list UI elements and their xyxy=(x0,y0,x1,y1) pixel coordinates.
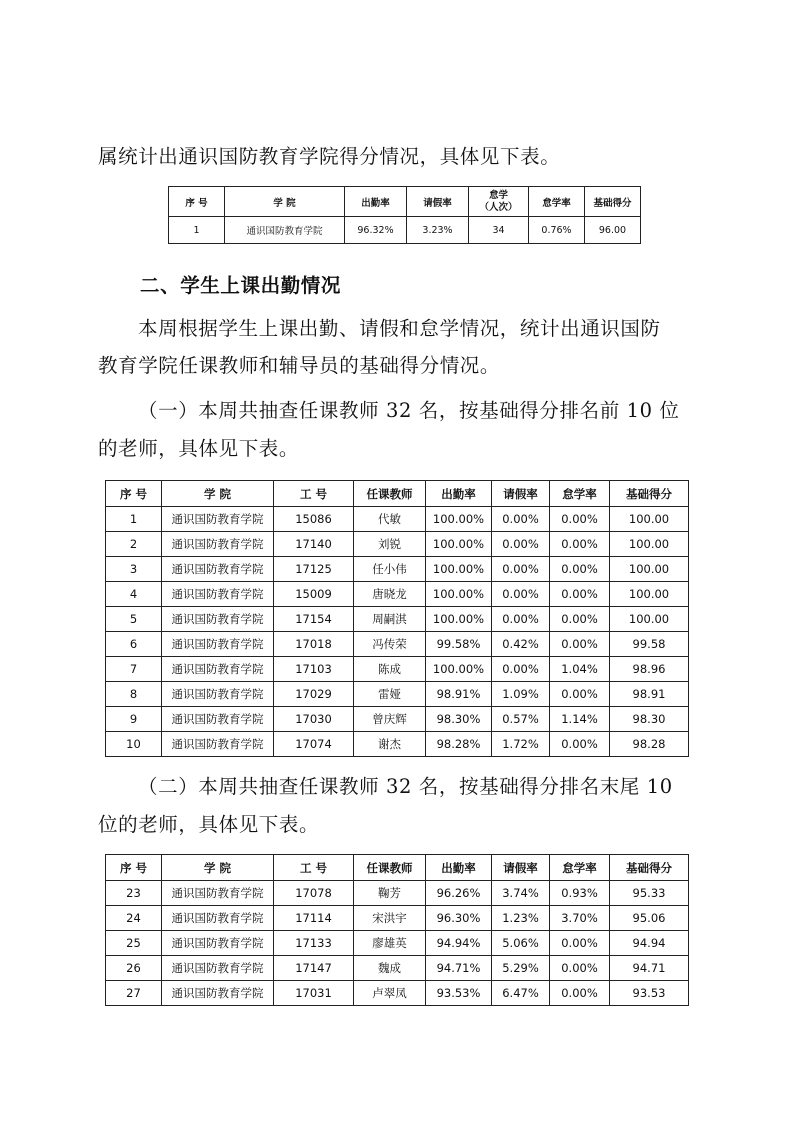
cell-index: 1 xyxy=(106,507,162,532)
cell-employee-id: 17018 xyxy=(274,632,354,657)
table-row xyxy=(106,582,689,607)
cell-attendance: 100.00% xyxy=(426,507,492,532)
cell-leave: 1.72% xyxy=(492,732,550,757)
col-header-base-score: 基础得分 xyxy=(610,481,689,507)
cell-leave: 0.57% xyxy=(492,707,550,732)
cell-truancy-rate: 0.00% xyxy=(550,582,610,607)
col-header-base-score: 基础得分 xyxy=(610,855,689,881)
cell-employee-id: 17074 xyxy=(274,732,354,757)
cell-truancy-rate: 0.00% xyxy=(550,607,610,632)
cell-employee-id: 17133 xyxy=(274,931,354,956)
cell-base-score: 93.53 xyxy=(610,981,689,1006)
cell-base-score: 99.58 xyxy=(610,632,689,657)
cell-leave: 0.42% xyxy=(492,632,550,657)
cell-base-score: 98.91 xyxy=(610,682,689,707)
cell-employee-id: 17030 xyxy=(274,707,354,732)
cell-attendance: 98.91% xyxy=(426,682,492,707)
cell-teacher: 陈成 xyxy=(354,657,426,682)
col-header-college: 学 院 xyxy=(162,481,274,507)
cell-college: 通识国防教育学院 xyxy=(162,732,274,757)
table-row xyxy=(106,732,689,757)
cell-index: 23 xyxy=(106,881,162,906)
cell-employee-id: 17154 xyxy=(274,607,354,632)
cell-index: 1 xyxy=(169,217,225,244)
cell-teacher: 冯传荣 xyxy=(354,632,426,657)
col-header-teacher: 任课教师 xyxy=(354,855,426,881)
intro-text: 属统计出通识国防教育学院得分情况，具体见下表。 xyxy=(98,145,561,168)
cell-truancy-rate: 0.00% xyxy=(550,557,610,582)
cell-index: 4 xyxy=(106,582,162,607)
cell-attendance: 98.30% xyxy=(426,707,492,732)
cell-truancy-rate: 0.00% xyxy=(550,956,610,981)
cell-attendance: 96.30% xyxy=(426,906,492,931)
cell-college: 通识国防教育学院 xyxy=(162,707,274,732)
cell-truancy-rate: 0.76% xyxy=(529,217,585,244)
cell-college: 通识国防教育学院 xyxy=(162,632,274,657)
section2-heading: 二、学生上课出勤情况 xyxy=(140,274,342,297)
table-header-row xyxy=(169,187,641,217)
cell-base-score: 95.33 xyxy=(610,881,689,906)
cell-attendance: 93.53% xyxy=(426,981,492,1006)
cell-attendance: 100.00% xyxy=(426,607,492,632)
cell-base-score: 100.00 xyxy=(610,507,689,532)
sub2-line1: （二）本周共抽查任课教师 32 名，按基础得分排名末尾 10 xyxy=(138,775,673,798)
cell-base-score: 98.30 xyxy=(610,707,689,732)
cell-index: 9 xyxy=(106,707,162,732)
cell-teacher: 任小伟 xyxy=(354,557,426,582)
cell-college: 通识国防教育学院 xyxy=(162,931,274,956)
cell-truancy-rate: 0.00% xyxy=(550,732,610,757)
cell-base-score: 100.00 xyxy=(610,532,689,557)
cell-leave: 6.47% xyxy=(492,981,550,1006)
cell-attendance: 96.26% xyxy=(426,881,492,906)
cell-index: 27 xyxy=(106,981,162,1006)
cell-index: 8 xyxy=(106,682,162,707)
table-row xyxy=(106,881,689,906)
col-header-truancy-count: 怠学 （人次） xyxy=(469,187,529,217)
col-header-truancy-rate: 怠学率 xyxy=(550,855,610,881)
col-header-attendance: 出勤率 xyxy=(426,481,492,507)
section2-line2: 教育学院任课教师和辅导员的基础得分情况。 xyxy=(98,354,501,377)
col-header-attendance: 出勤率 xyxy=(345,187,407,217)
table-row xyxy=(169,217,641,244)
sub1-line1: （一）本周共抽查任课教师 32 名，按基础得分排名前 10 位 xyxy=(138,399,680,422)
cell-employee-id: 17103 xyxy=(274,657,354,682)
cell-base-score: 100.00 xyxy=(610,607,689,632)
cell-college: 通识国防教育学院 xyxy=(162,682,274,707)
cell-base-score: 96.00 xyxy=(585,217,641,244)
cell-teacher: 卢翠凤 xyxy=(354,981,426,1006)
college-score-table xyxy=(168,186,641,244)
sub1-line2: 的老师，具体见下表。 xyxy=(98,437,300,460)
col-header-college: 学 院 xyxy=(162,855,274,881)
cell-employee-id: 17078 xyxy=(274,881,354,906)
cell-truancy-rate: 0.00% xyxy=(550,532,610,557)
cell-leave: 1.23% xyxy=(492,906,550,931)
table-row xyxy=(106,557,689,582)
cell-college: 通识国防教育学院 xyxy=(162,507,274,532)
cell-teacher: 代敏 xyxy=(354,507,426,532)
cell-attendance: 96.32% xyxy=(345,217,407,244)
cell-truancy-rate: 0.00% xyxy=(550,682,610,707)
cell-attendance: 98.28% xyxy=(426,732,492,757)
cell-leave: 0.00% xyxy=(492,557,550,582)
cell-index: 6 xyxy=(106,632,162,657)
cell-truancy-rate: 1.14% xyxy=(550,707,610,732)
cell-truancy-rate: 3.70% xyxy=(550,906,610,931)
cell-teacher: 曾庆辉 xyxy=(354,707,426,732)
col-header-index: 序 号 xyxy=(106,855,162,881)
cell-employee-id: 17147 xyxy=(274,956,354,981)
cell-leave: 0.00% xyxy=(492,582,550,607)
cell-leave: 0.00% xyxy=(492,507,550,532)
col-header-base-score: 基础得分 xyxy=(585,187,641,217)
table-row xyxy=(106,931,689,956)
cell-leave: 3.74% xyxy=(492,881,550,906)
cell-index: 24 xyxy=(106,906,162,931)
cell-truancy-rate: 1.04% xyxy=(550,657,610,682)
table-header-row xyxy=(106,481,689,507)
cell-teacher: 唐晓龙 xyxy=(354,582,426,607)
table-row xyxy=(106,682,689,707)
cell-college: 通识国防教育学院 xyxy=(162,582,274,607)
cell-base-score: 94.94 xyxy=(610,931,689,956)
cell-college: 通识国防教育学院 xyxy=(162,906,274,931)
col-header-leave: 请假率 xyxy=(407,187,469,217)
cell-index: 2 xyxy=(106,532,162,557)
cell-college: 通识国防教育学院 xyxy=(162,981,274,1006)
cell-base-score: 95.06 xyxy=(610,906,689,931)
cell-college: 通识国防教育学院 xyxy=(162,657,274,682)
cell-base-score: 94.71 xyxy=(610,956,689,981)
table-row xyxy=(106,707,689,732)
cell-teacher: 鞠芳 xyxy=(354,881,426,906)
cell-teacher: 谢杰 xyxy=(354,732,426,757)
col-header-index: 序 号 xyxy=(169,187,225,217)
cell-attendance: 100.00% xyxy=(426,582,492,607)
cell-base-score: 98.28 xyxy=(610,732,689,757)
cell-leave: 0.00% xyxy=(492,657,550,682)
cell-teacher: 宋洪宇 xyxy=(354,906,426,931)
cell-leave: 1.09% xyxy=(492,682,550,707)
cell-employee-id: 17029 xyxy=(274,682,354,707)
col-header-truancy-rate: 怠学率 xyxy=(529,187,585,217)
bottom-teachers-table xyxy=(105,854,689,1006)
cell-attendance: 100.00% xyxy=(426,657,492,682)
cell-leave: 0.00% xyxy=(492,607,550,632)
table-row xyxy=(106,607,689,632)
table-row xyxy=(106,657,689,682)
col-header-truancy-rate: 怠学率 xyxy=(550,481,610,507)
cell-leave: 5.06% xyxy=(492,931,550,956)
cell-teacher: 周嗣淇 xyxy=(354,607,426,632)
cell-truancy-count: 34 xyxy=(469,217,529,244)
cell-college: 通识国防教育学院 xyxy=(162,532,274,557)
cell-college: 通识国防教育学院 xyxy=(162,557,274,582)
table-row xyxy=(106,632,689,657)
cell-employee-id: 17125 xyxy=(274,557,354,582)
cell-truancy-rate: 0.00% xyxy=(550,632,610,657)
col-header-employee-id: 工 号 xyxy=(274,855,354,881)
sub2-line2: 位的老师，具体见下表。 xyxy=(98,813,320,836)
col-header-teacher: 任课教师 xyxy=(354,481,426,507)
cell-base-score: 100.00 xyxy=(610,557,689,582)
cell-attendance: 99.58% xyxy=(426,632,492,657)
col-header-employee-id: 工 号 xyxy=(274,481,354,507)
cell-truancy-rate: 0.00% xyxy=(550,507,610,532)
cell-college: 通识国防教育学院 xyxy=(162,607,274,632)
cell-index: 7 xyxy=(106,657,162,682)
cell-college: 通识国防教育学院 xyxy=(162,881,274,906)
cell-teacher: 刘锐 xyxy=(354,532,426,557)
top10-teachers-table xyxy=(105,480,689,757)
cell-employee-id: 17140 xyxy=(274,532,354,557)
cell-college: 通识国防教育学院 xyxy=(225,217,345,244)
cell-index: 10 xyxy=(106,732,162,757)
cell-college: 通识国防教育学院 xyxy=(162,956,274,981)
table-header-row xyxy=(106,855,689,881)
table-row xyxy=(106,906,689,931)
cell-employee-id: 17114 xyxy=(274,906,354,931)
cell-index: 25 xyxy=(106,931,162,956)
cell-index: 3 xyxy=(106,557,162,582)
table-row xyxy=(106,507,689,532)
cell-attendance: 100.00% xyxy=(426,532,492,557)
cell-leave: 3.23% xyxy=(407,217,469,244)
cell-employee-id: 17031 xyxy=(274,981,354,1006)
table-row xyxy=(106,532,689,557)
cell-attendance: 100.00% xyxy=(426,557,492,582)
cell-index: 26 xyxy=(106,956,162,981)
cell-leave: 5.29% xyxy=(492,956,550,981)
cell-teacher: 雷娅 xyxy=(354,682,426,707)
cell-truancy-rate: 0.00% xyxy=(550,981,610,1006)
cell-employee-id: 15086 xyxy=(274,507,354,532)
cell-teacher: 廖雄英 xyxy=(354,931,426,956)
col-header-leave: 请假率 xyxy=(492,481,550,507)
section2-line1: 本周根据学生上课出勤、请假和怠学情况，统计出通识国防 xyxy=(138,317,661,340)
table-row xyxy=(106,956,689,981)
cell-base-score: 98.96 xyxy=(610,657,689,682)
cell-leave: 0.00% xyxy=(492,532,550,557)
col-header-leave: 请假率 xyxy=(492,855,550,881)
cell-base-score: 100.00 xyxy=(610,582,689,607)
cell-attendance: 94.71% xyxy=(426,956,492,981)
cell-employee-id: 15009 xyxy=(274,582,354,607)
col-header-college: 学 院 xyxy=(225,187,345,217)
table-row xyxy=(106,981,689,1006)
col-header-index: 序 号 xyxy=(106,481,162,507)
cell-teacher: 魏成 xyxy=(354,956,426,981)
cell-truancy-rate: 0.00% xyxy=(550,931,610,956)
cell-index: 5 xyxy=(106,607,162,632)
cell-truancy-rate: 0.93% xyxy=(550,881,610,906)
col-header-attendance: 出勤率 xyxy=(426,855,492,881)
cell-attendance: 94.94% xyxy=(426,931,492,956)
